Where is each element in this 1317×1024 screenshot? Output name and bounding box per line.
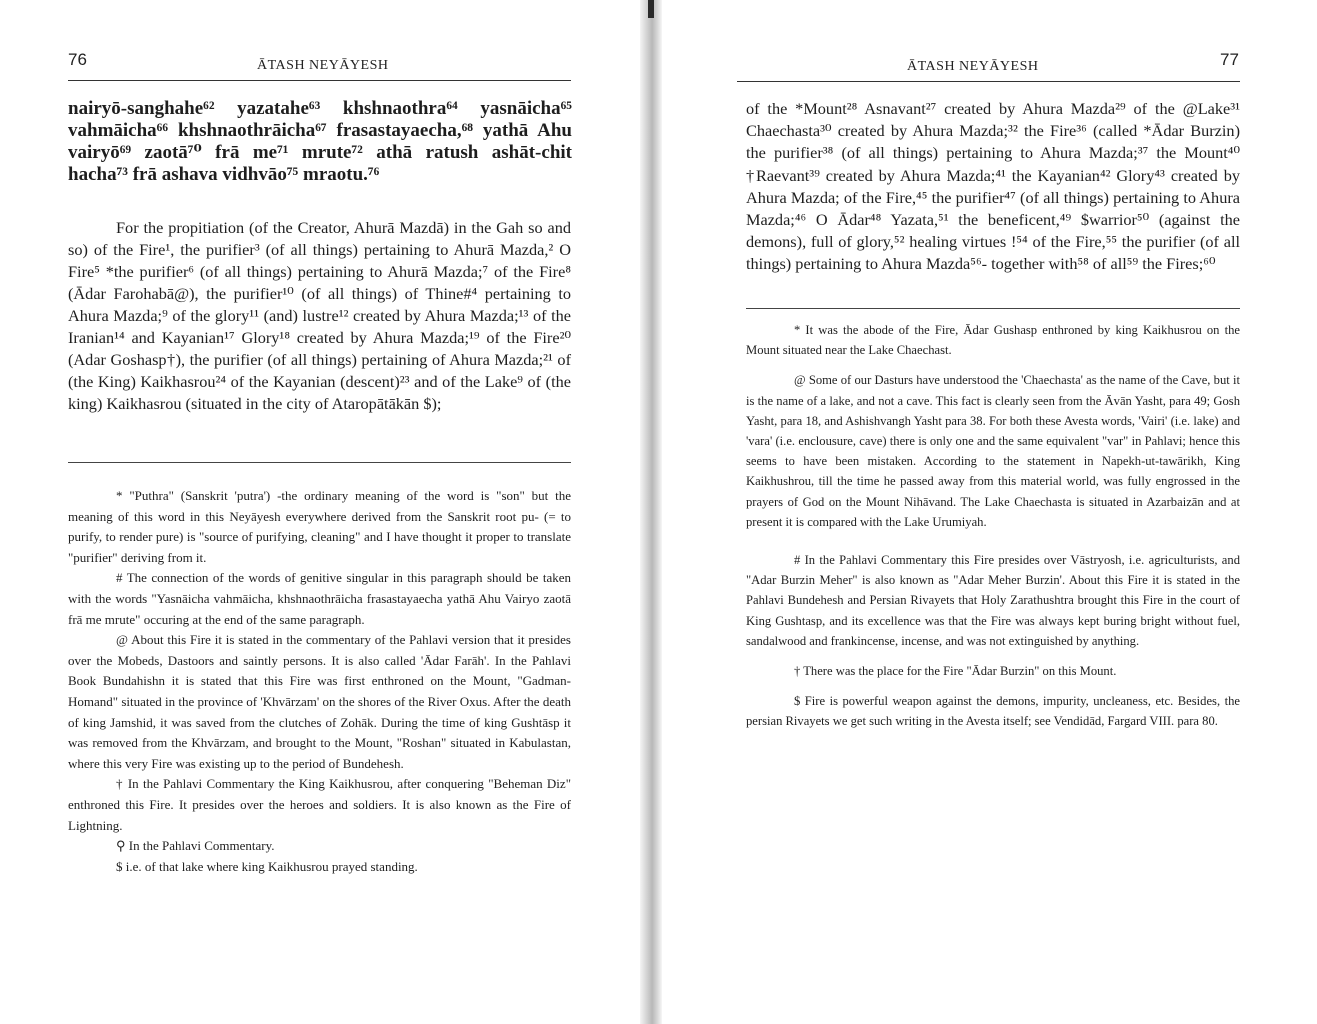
avesta-transliteration: nairyō-sanghahe⁶² yazatahe⁶³ khshnaothra⁶⁴ yasnāicha⁶⁵ vahmāicha⁶⁶ khshnaothrāicha⁶⁷ frasastayaecha,⁶⁸ yathā Ahu vairyō⁶⁹ zaotā⁷⁰ frā me⁷¹ mrute⁷² athā ratush ashāt-chit hacha⁷³ frā ashava vidhvāo⁷⁵ mraotu.⁷⁶ xyxy=(68,98,572,185)
running-header-right: ĀTASH NEYĀYESH xyxy=(907,59,1039,74)
footnotes-right xyxy=(746,320,1240,732)
header-rule-right xyxy=(737,81,1240,82)
left-page xyxy=(0,0,640,1024)
footnote-rule-right xyxy=(746,308,1240,309)
footnote-place-of-fire: † There was the place for the Fire "Ādar Burzin" on this Mount. xyxy=(794,664,1117,679)
footnote-puthra: * "Puthra" (Sanskrit 'putra') -the ordinary meaning of the word is "son" but the meaning of this word in this Neyāyesh everywhere derived from the Sanskrit root pu- (= to purify, to render pure) is "source of purifying, cleaning" and I have thought it proper to translate "purifier" deriving from it. xyxy=(68,488,571,565)
running-header-left: ĀTASH NEYĀYESH xyxy=(257,58,389,73)
footnote-genitive: # The connection of the words of genitive singular in this paragraph should be taken with the words "Yasnāicha vahmāicha, khshnaothrāicha frasastayaecha yathā Ahu Vairyo zaotā frā me mrute" occuring at the end of the same paragraph. xyxy=(68,570,571,627)
gutter-shadow xyxy=(648,0,654,18)
footnote-pahlavi-commentary: ⚲ In the Pahlavi Commentary. xyxy=(116,838,275,854)
footnote-chaechasta: @ Some of our Dasturs have understood the 'Chaechasta' as the name of the Cave, but it is the name of a lake, and not a cave. This fact is clearly seen from the Āvān Yasht, para 49; Gosh Yasht, para 18, and Ashishvangh Yasht para 38. For both these Avesta words, 'Vairi' (i.e. lake) and 'vara' (i.e. enclousure, cave) there is only one and the same equivalent "var" in Pahlavi; hence this seems to have been mistaken. According to the statement in Napekh-ut-tawārikh, King Kaikhushrou, till the time he passed away from this material world, was fully engrossed in the prayers of God on the Mount Nihāvand. The Lake Chaechasta is situated in Azarbaizān and at present it is compared with the Lake Urumiyah. xyxy=(746,373,1240,529)
footnote-lake: $ i.e. of that lake where king Kaikhusrou prayed standing. xyxy=(116,858,418,874)
footnote-rule-left xyxy=(68,462,571,463)
page-number-left: 76 xyxy=(68,50,87,69)
right-page xyxy=(662,0,1317,1024)
page-number-right: 77 xyxy=(1220,50,1239,69)
footnote-fire-weapon: $ Fire is powerful weapon against the demons, impurity, uncleaness, etc. Besides, the persian Rivayets we get such writing in the Avesta itself; see Vendidād, Fargard VIII. para 80. xyxy=(746,694,1240,729)
footnotes-left xyxy=(68,486,571,877)
footnote-adar-burzin: # In the Pahlavi Commentary this Fire presides over Vāstryosh, i.e. agriculturists, and "Adar Burzin Meher" is also known as "Adar Meher Burzin'. About this Fire it is stated in the Pahlavi Bundehesh and Persian Rivayets that Holy Zarathushtra brought this Fire in the court of King Gushtasp, and its excellence was that the Fire was always kept buring bright without fuel, sandalwood and frankincense, incense, and was not extinguished by anything. xyxy=(746,553,1240,648)
book-gutter xyxy=(640,0,662,1024)
header-rule-left xyxy=(68,80,571,81)
footnote-adar-farah: @ About this Fire it is stated in the commentary of the Pahlavi version that it presides over the Mobeds, Dastoors and saintly persons. It is also called 'Ādar Farāh'. In the Pahlavi Book Bundahishn it is stated that this Fire was first enthroned on the Mount, "Gadman-Homand" situated in the province of 'Khvārzam' on the shores of the River Oxus. After the death of king Jamshid, it was saved from the clutches of Zohāk. During the time of king Gushtāsp it was removed from the Khvārzam, and brought to the Mount, "Roshan" situated in Kabulastan, where this very Fire was existing up to the period of Bundehesh. xyxy=(68,632,571,771)
translation-paragraph-left: For the propitiation (of the Creator, Ahurā Mazdā) in the Gah so and so) of the Fire¹, the purifier³ (of all things) pertaining to Ahurā Mazda,² O Fire⁵ *the purifier⁶ (of all things) pertaining to Ahurā Mazda;⁷ of the Fire⁸ (Ādar Farohabā@), the purifier¹⁰ (of all things) of Thine#⁴ pertaining to Ahura Mazda;⁹ of the glory¹¹ (and) lustre¹² created by Ahura Mazda;¹³ of the Iranian¹⁴ and Kayanian¹⁷ Glory¹⁸ created by Ahura Mazda;¹⁹ of the Fire²⁰ (Adar Goshasp†), the purifier (of all things) pertaining of Ahura Mazda;²¹ of (the King) Kaikhasrou²⁴ of the Kayanian (descent)²³ and of the Lake⁹ of (the king) Kaikhasrou (situated in the city of Ataropātākān $); xyxy=(68,218,571,413)
translation-paragraph-right: of the *Mount²⁸ Asnavant²⁷ created by Ahura Mazda²⁹ of the @Lake³¹ Chaechasta³⁰ created by Ahura Mazda;³² the Fire³⁶ (called *Ādar Burzin) the purifier³⁸ (of all things) pertaining to Ahura Mazda;³⁷ the Mount⁴⁰ †Raevant³⁹ created by Ahura Mazda;⁴¹ the Kayanian⁴² Glory⁴³ created by Ahura Mazda; of the Fire,⁴⁵ the purifier⁴⁷ (of all things) pertaining to Ahura Mazda;⁴⁶ O Ādar⁴⁸ Yazata,⁵¹ the beneficent,⁴⁹ $warrior⁵⁰ (against the demons), full of glory,⁵² healing virtues !⁵⁴ of the Fire,⁵⁵ the purifier (of all things) pertaining to Ahura Mazda⁵⁶- together with⁵⁸ of all⁵⁹ the Fires;⁶⁰ xyxy=(746,99,1240,274)
footnote-mount-abode: * It was the abode of the Fire, Ādar Gushasp enthroned by king Kaikhusrou on the Mount situated near the Lake Chaechast. xyxy=(746,323,1240,358)
footnote-beheman-diz: † In the Pahlavi Commentary the King Kaikhusrou, after conquering "Beheman Diz" enthroned this Fire. It presides over the heroes and soldiers. It is also known as the Fire of Lightning. xyxy=(68,776,571,833)
